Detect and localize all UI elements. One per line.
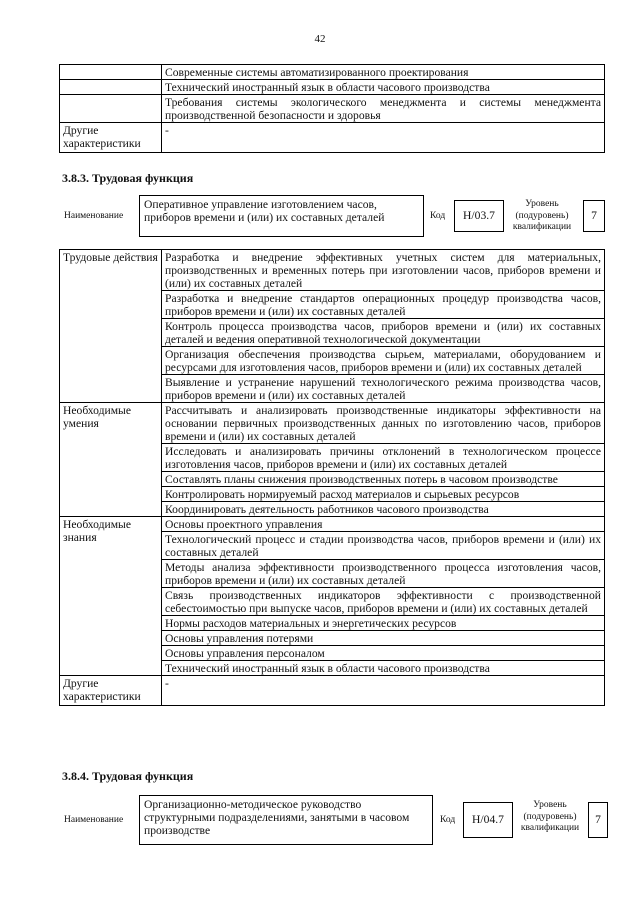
list-item: Связь производственных индикаторов эффективности с производственной себестоимостью при выпуске часов, приборов времени и (или) их составных деталей [162, 588, 605, 616]
page-number: 42 [314, 33, 326, 45]
code-value-384: H/04.7 [463, 802, 513, 838]
list-item: Основы управления потерями [162, 631, 605, 646]
group-label-skills: Необходимые умения [60, 403, 162, 517]
name-label-384: Наименование [64, 815, 124, 825]
list-item: Технологический процесс и стадии производства часов, приборов времени и (или) их составных деталей [162, 532, 605, 560]
list-item: Контролировать нормируемый расход материалов и сырьевых ресурсов [162, 487, 605, 502]
table-row [60, 123, 605, 153]
row-label: Другие характеристики [60, 123, 162, 153]
section-title-383: 3.8.3. Трудовая функция [62, 171, 194, 185]
table-row [60, 95, 605, 123]
row-content: - [162, 123, 605, 153]
level-value-383: 7 [583, 200, 605, 232]
list-item: Разработка и внедрение стандартов операционных процедур производства часов, приборов времени и (или) их составных деталей [162, 291, 605, 319]
list-item: Нормы расходов материальных и энергетических ресурсов [162, 616, 605, 631]
level-label-384: Уровень (подуровень) квалификации [520, 800, 580, 833]
list-item: Контроль процесса производства часов, приборов времени и (или) их составных деталей и ведения оперативной технологической документации [162, 319, 605, 347]
list-item: Составлять планы снижения производственных потерь в часовом производстве [162, 472, 605, 487]
list-item: Рассчитывать и анализировать производственные индикаторы эффективности на основании первичных производственных данных по изготовлению часов, приборов времени и (или) их составных деталей [162, 403, 605, 444]
level-value-384: 7 [588, 802, 608, 838]
row-label [60, 80, 162, 95]
row-content: Современные системы автоматизированного проектирования [162, 65, 605, 80]
table-row [60, 250, 605, 291]
code-label-384: Код [440, 815, 456, 825]
name-value-383: Оперативное управление изготовлением часов, приборов времени и (или) их составных деталей [139, 195, 424, 237]
name-label-383: Наименование [64, 211, 124, 221]
list-item: Методы анализа эффективности производственного процесса изготовления часов, приборов времени и (или) их составных деталей [162, 560, 605, 588]
section-title-384: 3.8.4. Трудовая функция [62, 769, 194, 783]
table-row [60, 65, 605, 80]
group-label-other: Другие характеристики [60, 676, 162, 706]
list-item: Технический иностранный язык в области часового производства [162, 661, 605, 676]
code-value-383: H/03.7 [454, 200, 504, 232]
table-row [60, 80, 605, 95]
list-item: Разработка и внедрение эффективных учетных систем для материальных, производственных и временных потерь при изготовлении часов, приборов времени и (или) их составных деталей [162, 250, 605, 291]
group-label-actions: Трудовые действия [60, 250, 162, 403]
row-content: Технический иностранный язык в области часового производства [162, 80, 605, 95]
list-item: Выявление и устранение нарушений технологического режима производства часов, приборов времени и (или) их составных деталей [162, 375, 605, 403]
table-row [60, 676, 605, 706]
row-label [60, 65, 162, 80]
group-label-knowledge: Необходимые знания [60, 517, 162, 676]
name-value-384: Организационно-методическое руководство структурными подразделениями, занятыми в часовом производстве [139, 795, 433, 845]
list-item: Координировать деятельность работников часового производства [162, 502, 605, 517]
table-row [60, 517, 605, 532]
list-item: Основы управления персоналом [162, 646, 605, 661]
code-label-383: Код [430, 211, 446, 221]
level-label-383: Уровень (подуровень) квалификации [512, 199, 572, 232]
list-item: Основы проектного управления [162, 517, 605, 532]
table-383 [59, 249, 605, 706]
row-label [60, 95, 162, 123]
list-item: Организация обеспечения производства сырьем, материалами, оборудованием и ресурсами для изготовления часов, приборов времени и (или) их составных деталей [162, 347, 605, 375]
row-content: Требования системы экологического менеджмента и системы менеджмента производственной безопасности и здоровья [162, 95, 605, 123]
table-row [60, 403, 605, 444]
list-item: Исследовать и анализировать причины отклонений в технологическом процессе изготовления часов, приборов времени и (или) их составных деталей [162, 444, 605, 472]
top-table [59, 64, 605, 153]
list-item: - [162, 676, 605, 706]
